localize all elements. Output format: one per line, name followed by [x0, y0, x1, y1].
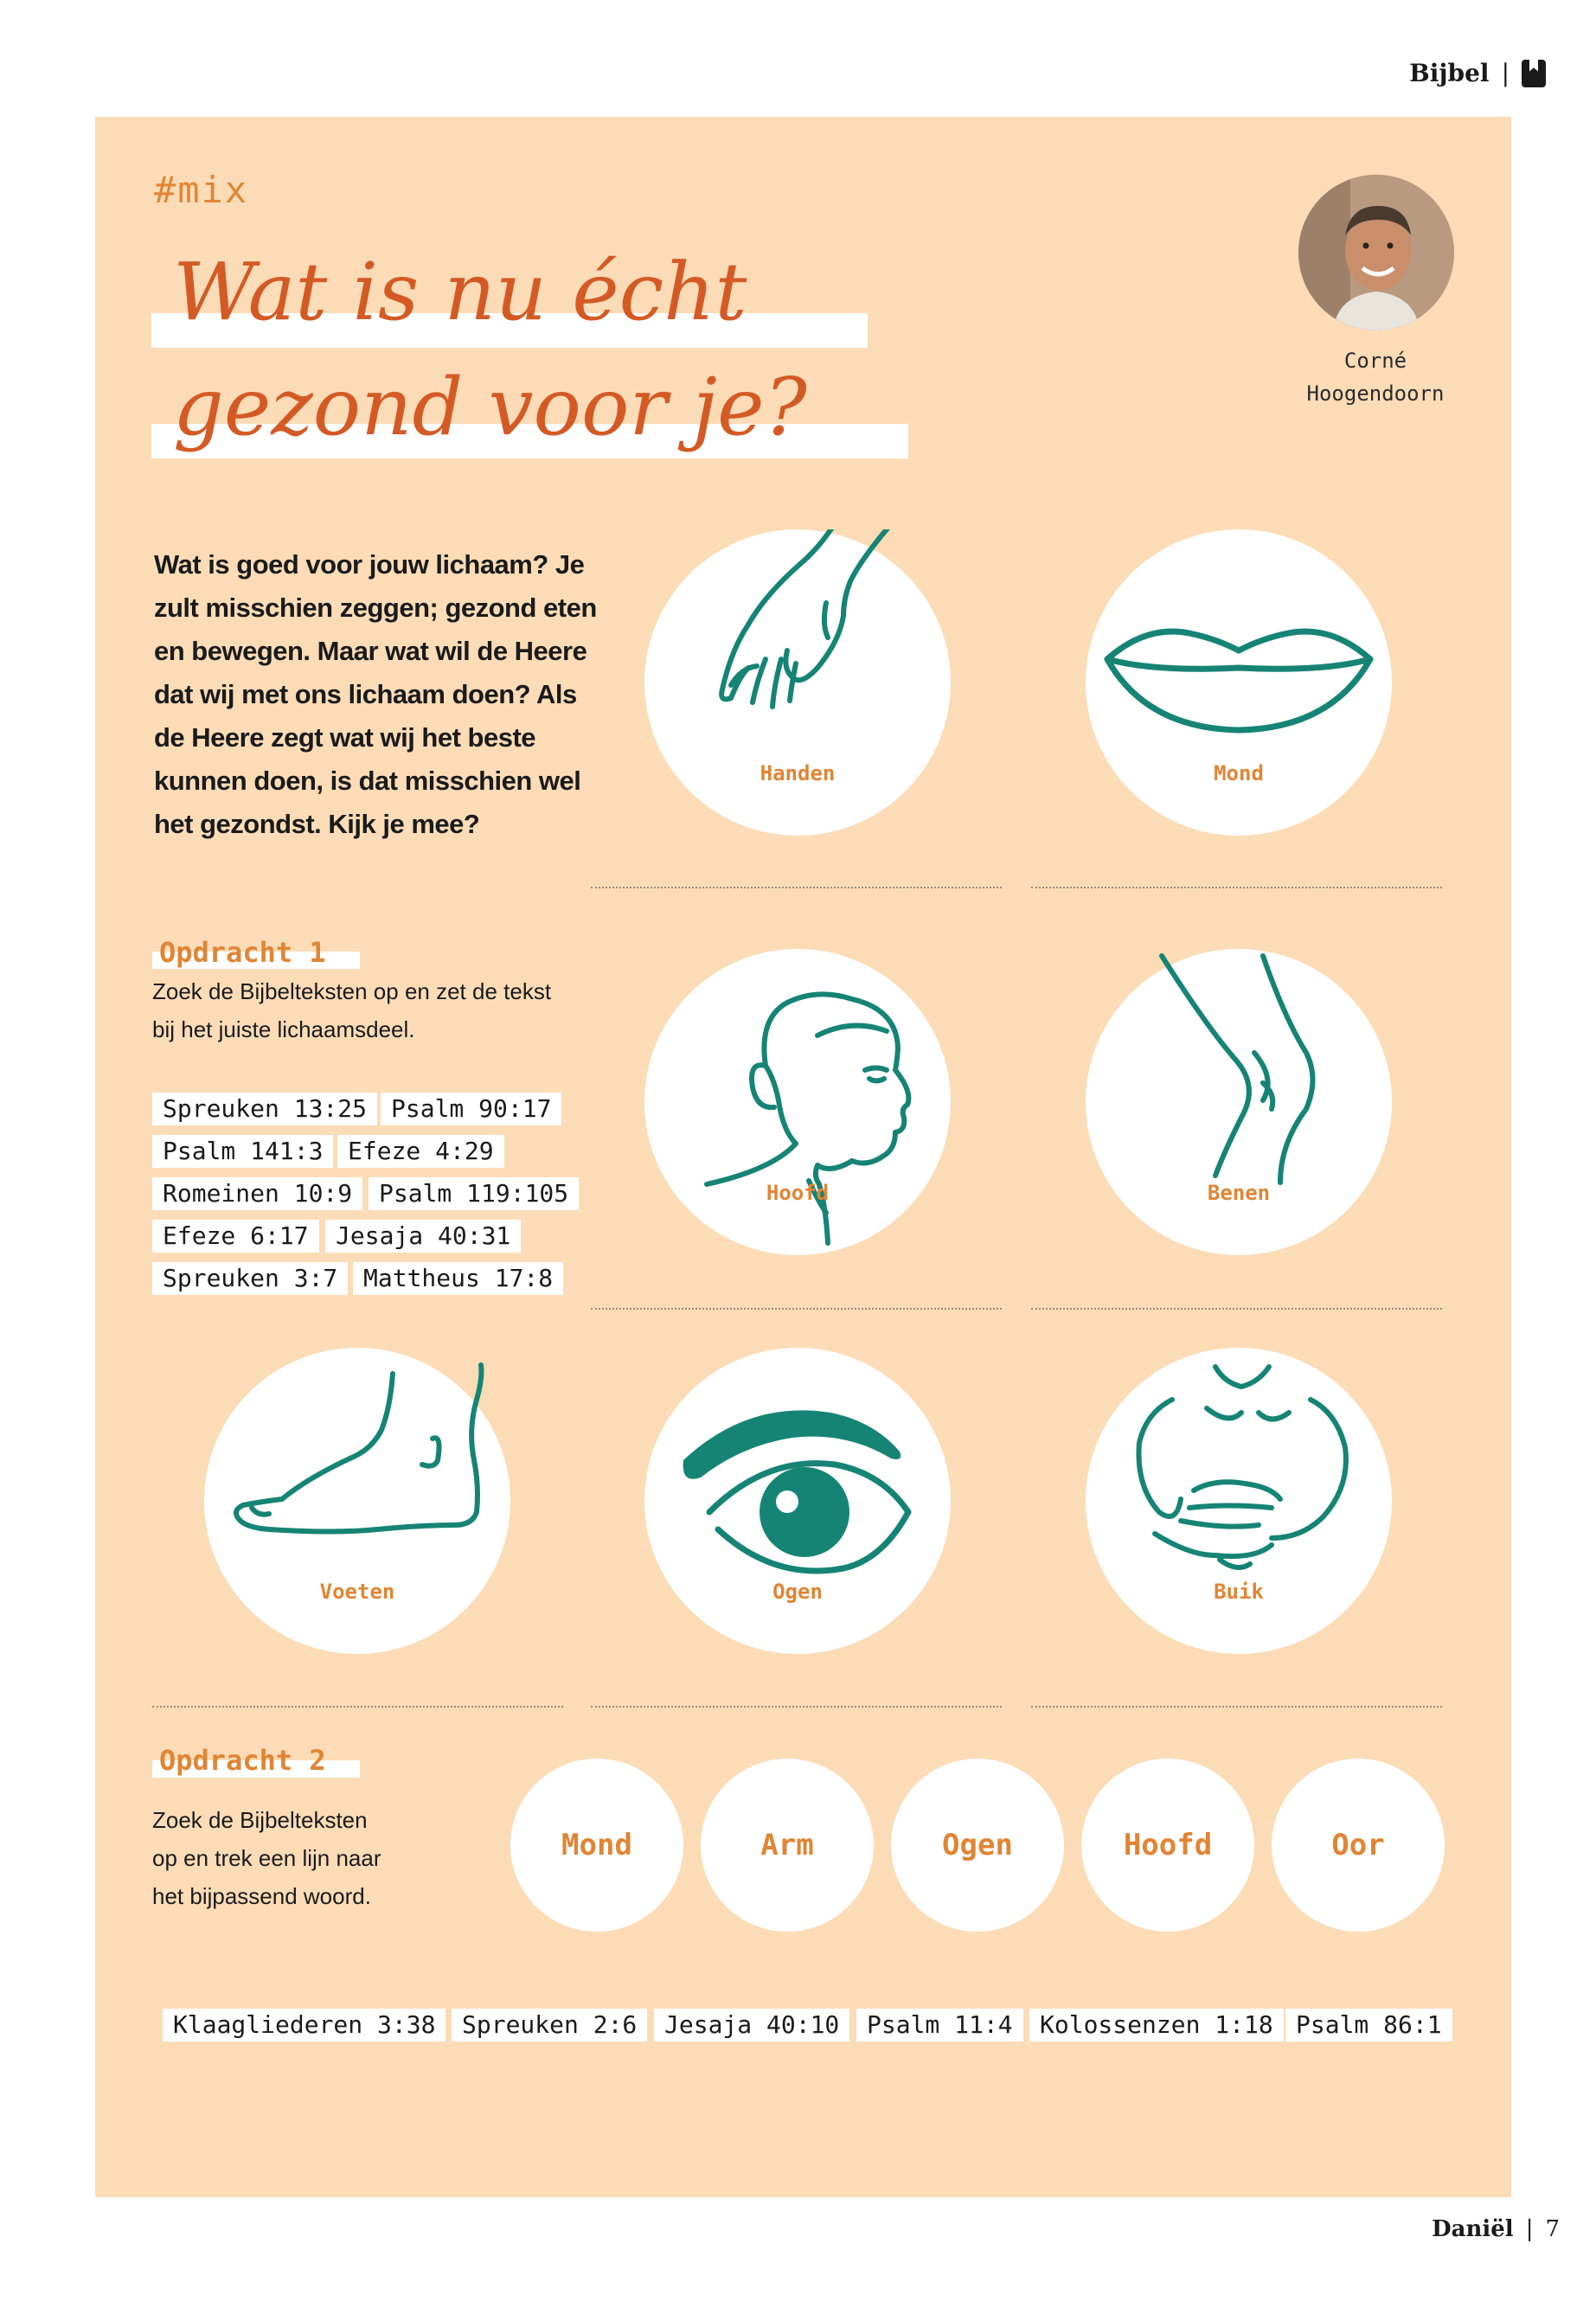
label-buik: Buik	[1214, 1580, 1264, 1604]
word-circle-oor[interactable]: Oor	[1272, 1759, 1445, 1932]
label-hoofd: Hoofd	[766, 1181, 830, 1205]
page-footer	[1432, 2216, 1560, 2242]
reference-tag: Psalm 119:105	[369, 1177, 579, 1210]
label-ogen: Ogen	[772, 1580, 823, 1604]
page-title-line1: Wat is nu écht	[173, 246, 747, 338]
foot-icon	[204, 1348, 510, 1654]
head-icon	[644, 949, 951, 1255]
section-label: Bijbel	[1409, 59, 1490, 87]
label-mond: Mond	[1214, 761, 1264, 785]
reference-tag: Jesaja 40:31	[325, 1220, 521, 1253]
assignment2-instruction-line: Zoek de Bijbelteksten	[152, 1807, 368, 1833]
footer-separator: |	[1525, 2216, 1534, 2242]
reference-tag: Psalm 86:1	[1285, 2009, 1452, 2041]
circle-ogen	[644, 1348, 951, 1654]
magazine-name: Daniël	[1432, 2216, 1514, 2242]
circle-handen	[644, 529, 951, 836]
circle-buik	[1086, 1348, 1392, 1654]
dotted-divider	[591, 1706, 1002, 1708]
label-voeten: Voeten	[319, 1580, 395, 1604]
reference-tag: Mattheus 17:8	[353, 1262, 563, 1295]
reference-tag: Efeze 6:17	[152, 1220, 319, 1253]
word-circle-arm[interactable]: Arm	[701, 1759, 874, 1932]
dotted-divider	[152, 1706, 563, 1708]
page-title-line2: gezond voor je?	[173, 361, 807, 453]
dotted-divider	[591, 887, 1002, 888]
word-circle-mond[interactable]: Mond	[510, 1759, 683, 1932]
assignment2-heading: Opdracht 2	[159, 1744, 326, 1777]
circle-hoofd	[644, 949, 951, 1255]
reference-tag: Klaagliederen 3:38	[163, 2009, 445, 2041]
belly-icon	[1086, 1348, 1392, 1654]
assignment2-instruction-line: het bijpassend woord.	[152, 1883, 371, 1909]
dotted-divider	[1031, 887, 1442, 888]
circle-mond	[1086, 529, 1392, 836]
author-name	[1272, 344, 1479, 410]
reference-tag: Psalm 141:3	[152, 1135, 333, 1168]
assignment2-instruction-line: op en trek een lijn naar	[152, 1845, 381, 1871]
reference-tag: Kolossenzen 1:18	[1029, 2009, 1284, 2041]
assignment1-instruction-line: bij het juiste lichaamsdeel.	[152, 1016, 415, 1042]
word-circle-hoofd[interactable]: Hoofd	[1081, 1759, 1254, 1932]
reference-tag: Spreuken 3:7	[152, 1262, 348, 1295]
bible-book-icon	[1522, 60, 1546, 87]
assignment2-instruction	[152, 1801, 381, 1915]
reference-tag: Efeze 4:29	[337, 1135, 504, 1168]
circle-voeten	[204, 1348, 510, 1654]
assignment1-instruction	[152, 972, 551, 1048]
reference-tag: Spreuken 2:6	[452, 2009, 647, 2041]
page-number: 7	[1545, 2216, 1560, 2242]
assignment1-heading: Opdracht 1	[159, 936, 326, 969]
assignment1-instruction-line: Zoek de Bijbelteksten op en zet de tekst	[152, 978, 552, 1004]
reference-tag: Spreuken 13:25	[152, 1093, 377, 1125]
reference-tag: Psalm 90:17	[381, 1093, 561, 1125]
circle-benen	[1086, 949, 1392, 1255]
author-last-name: Hoogendoorn	[1306, 381, 1445, 406]
dotted-divider	[1031, 1706, 1442, 1708]
header-separator: |	[1501, 59, 1509, 87]
reference-tag: Jesaja 40:10	[654, 2009, 849, 2041]
dotted-divider	[591, 1308, 1002, 1310]
tag-label: #mix	[154, 169, 249, 211]
eye-icon	[644, 1348, 951, 1654]
word-circle-ogen[interactable]: Ogen	[891, 1759, 1064, 1932]
label-benen: Benen	[1207, 1181, 1271, 1205]
reference-tag: Romeinen 10:9	[152, 1177, 362, 1210]
leg-icon	[1086, 949, 1392, 1255]
intro-paragraph: Wat is goed voor jouw lichaam? Je zult misschien zeggen; gezond eten en bewegen. Maar wat wil de Heere dat wij met ons lichaam doen? Als de Heere zegt wat wij het beste kunnen doen, is dat misschien wel het gezondst. Kijk je mee?	[154, 549, 597, 839]
label-handen: Handen	[760, 761, 836, 785]
lips-icon	[1086, 529, 1392, 836]
hand-icon	[644, 529, 951, 836]
reference-tag: Psalm 11:4	[856, 2009, 1023, 2041]
section-header	[1409, 59, 1546, 87]
dotted-divider	[1031, 1308, 1442, 1310]
author-first-name: Corné	[1343, 349, 1407, 373]
author-avatar	[1298, 175, 1454, 330]
